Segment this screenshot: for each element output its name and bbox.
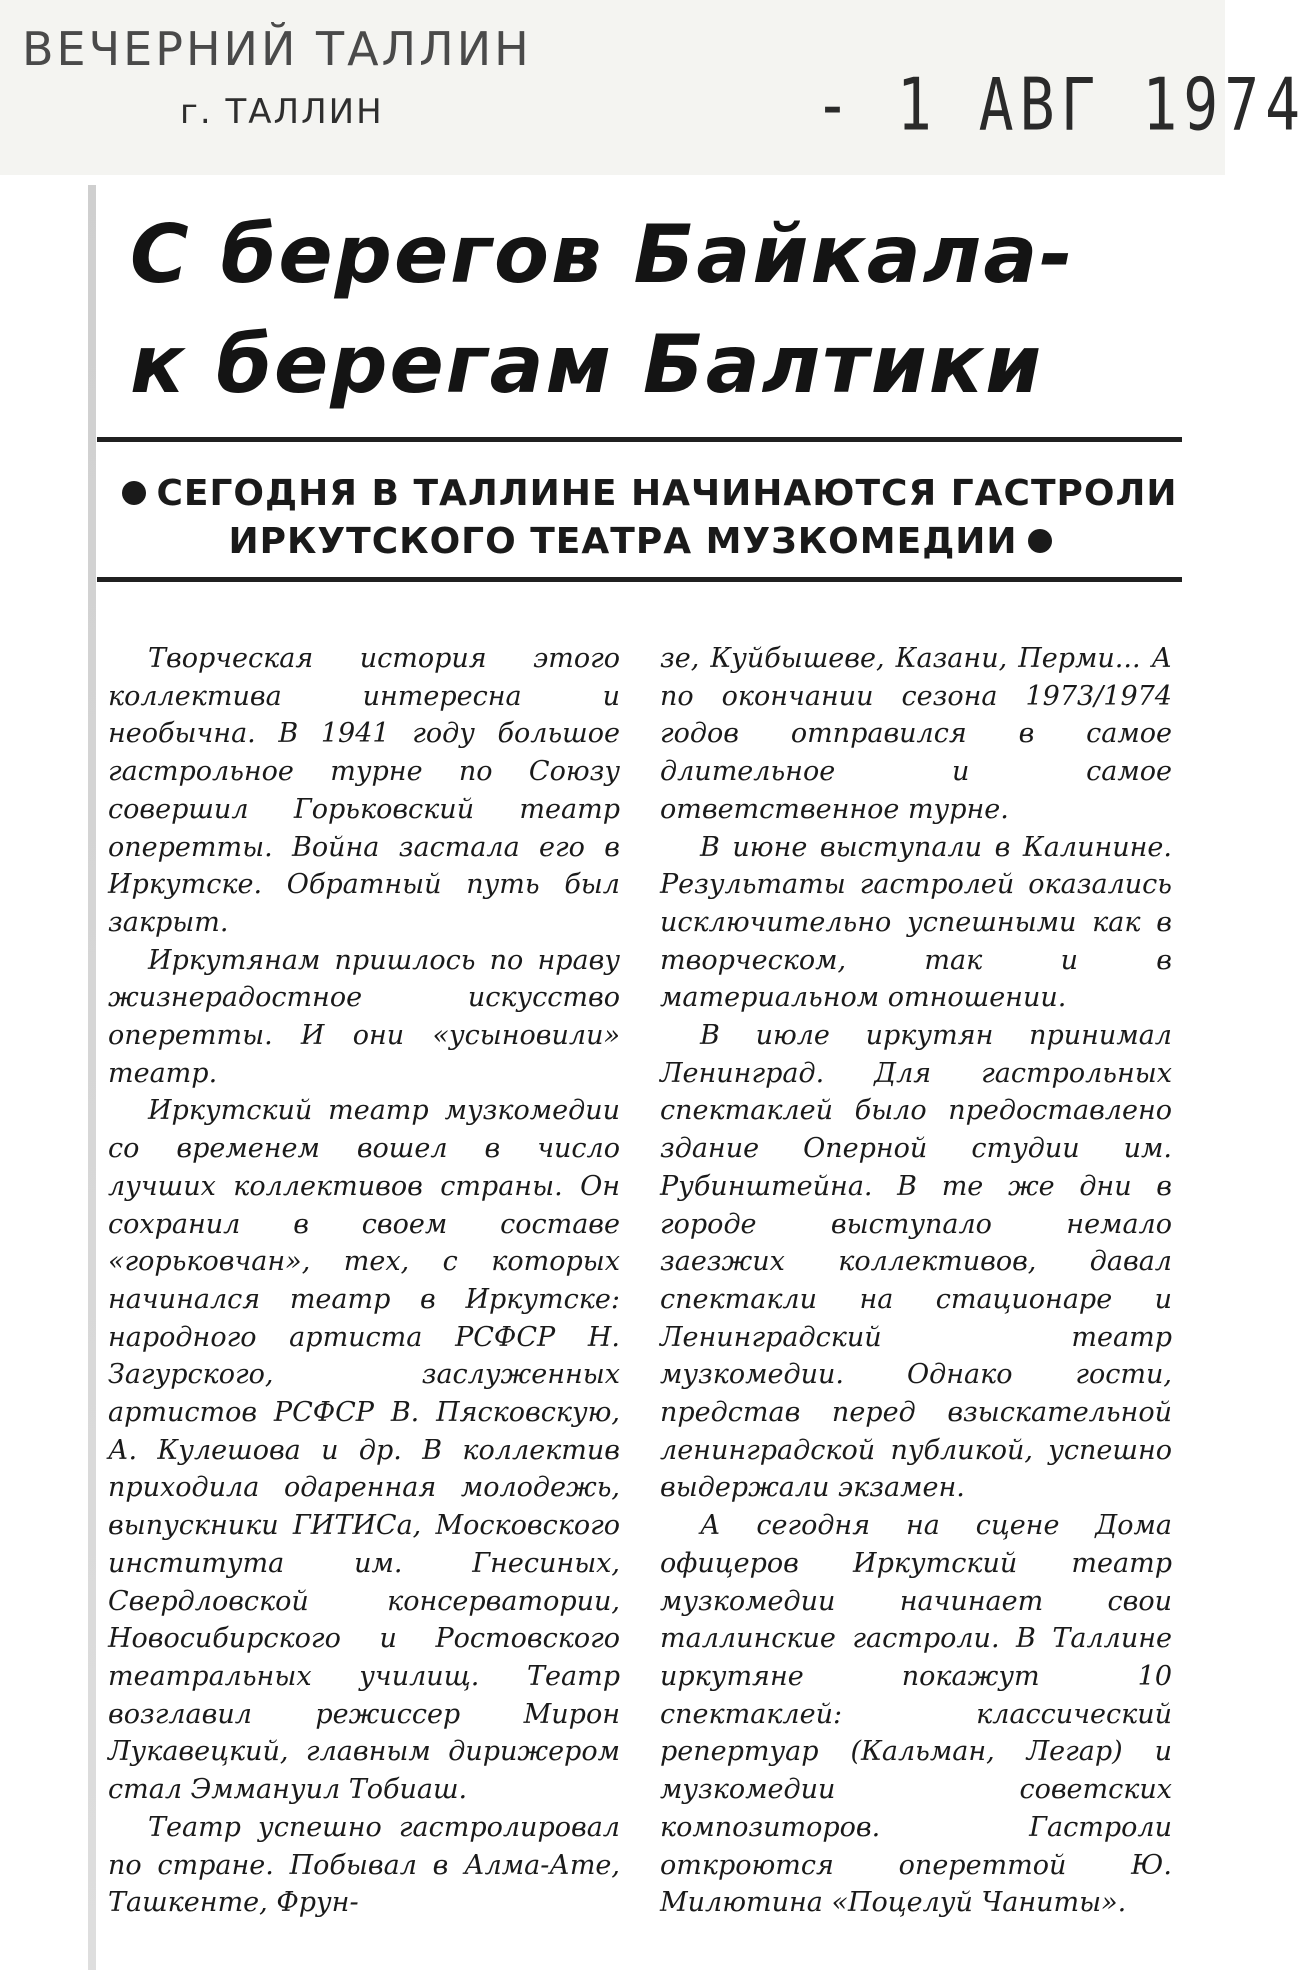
bullet-dot-icon bbox=[1028, 529, 1052, 553]
article-subtitle bbox=[105, 470, 1185, 566]
article-title bbox=[130, 200, 1190, 420]
newspaper-city-stamp: г. ТАЛЛИН bbox=[180, 92, 384, 132]
paragraph: В июне выступали в Калинине. Результаты гастролей оказались исключительно успешными как в творческом, так и в материальном отношении. bbox=[660, 831, 1172, 1014]
subtitle-line-2: ИРКУТСКОГО ТЕАТРА МУЗКОМЕДИИ bbox=[228, 521, 1018, 562]
subtitle-line-1: СЕГОДНЯ В ТАЛЛИНЕ НАЧИНАЮТСЯ ГАСТРОЛИ bbox=[156, 473, 1178, 514]
clipping-edge bbox=[88, 185, 96, 1970]
paragraph: В июле иркутян принимал Ленинград. Для гастрольных спектаклей было предоставлено здание Оперной студии им. Рубинштейна. В те же дни в городе выступало немало заезжих коллективов, давал спектакли на стационаре и Ленинградский театр музкомедии. Однако гости, представ перед взыскательной ленинградской публикой, успешно выдержали экзамен. bbox=[660, 1020, 1172, 1504]
newspaper-name-stamp: ВЕЧЕРНИЙ ТАЛЛИН bbox=[22, 22, 532, 76]
paragraph: Иркутский театр музкомедии со временем вошел в число лучших коллективов страны. Он сохранил в своем составе «горьковчан», тех, с которых начинался театр в Иркутске: народного артиста РСФСР Н. Загурского, заслуженных артистов РСФСР В. Пясковскую, А. Кулешова и др. В коллектив приходила одаренная молодежь, выпускники ГИТИСа, Московского института им. Гнесиных, Свердловской консерватории, Новосибирского и Ростовского театральных училищ. Театр возглавил режиссер Мирон Лукавецкий, главным дирижером стал Эммануил Тобиаш. bbox=[108, 1095, 620, 1806]
clipping-date-stamp: - 1 АВГ 1974 bbox=[815, 62, 1306, 147]
paragraph: Иркутянам пришлось по нраву жизнерадостное искусство оперетты. И они «усыновили» театр. bbox=[108, 944, 620, 1089]
article-column-right bbox=[660, 640, 1172, 1922]
divider-bottom bbox=[97, 577, 1182, 582]
paragraph: А сегодня на сцене Дома офицеров Иркутский театр музкомедии начинает свои таллинские гастроли. В Таллине иркутяне покажут 10 спектаклей: классический репертуар (Кальман, Легар) и музкомедии советских композиторов. Гастроли откроются опереттой Ю. Милютина «Поцелуй Чаниты». bbox=[660, 1510, 1172, 1919]
paragraph-continuation: зе, Куйбышеве, Казани, Перми... А по окончании сезона 1973/1974 годов отправился в самое длительное и самое ответственное турне. bbox=[660, 643, 1172, 825]
paragraph: Театр успешно гастролировал по стране. Побывал в Алма-Ате, Ташкенте, Фрун- bbox=[108, 1811, 620, 1919]
bullet-dot-icon bbox=[122, 481, 146, 505]
paragraph: Творческая история этого коллектива интересна и необычна. В 1941 году большое гастрольное турне по Союзу совершил Горьковский театр оперетты. Война застала его в Иркутске. Обратный путь был закрыт. bbox=[108, 643, 620, 938]
article-column-left bbox=[108, 640, 620, 1922]
divider-top bbox=[97, 437, 1182, 442]
article-title-line-1: С берегов Байкала- bbox=[130, 208, 1075, 301]
article-title-line-2: к берегам Балтики bbox=[130, 318, 1044, 411]
